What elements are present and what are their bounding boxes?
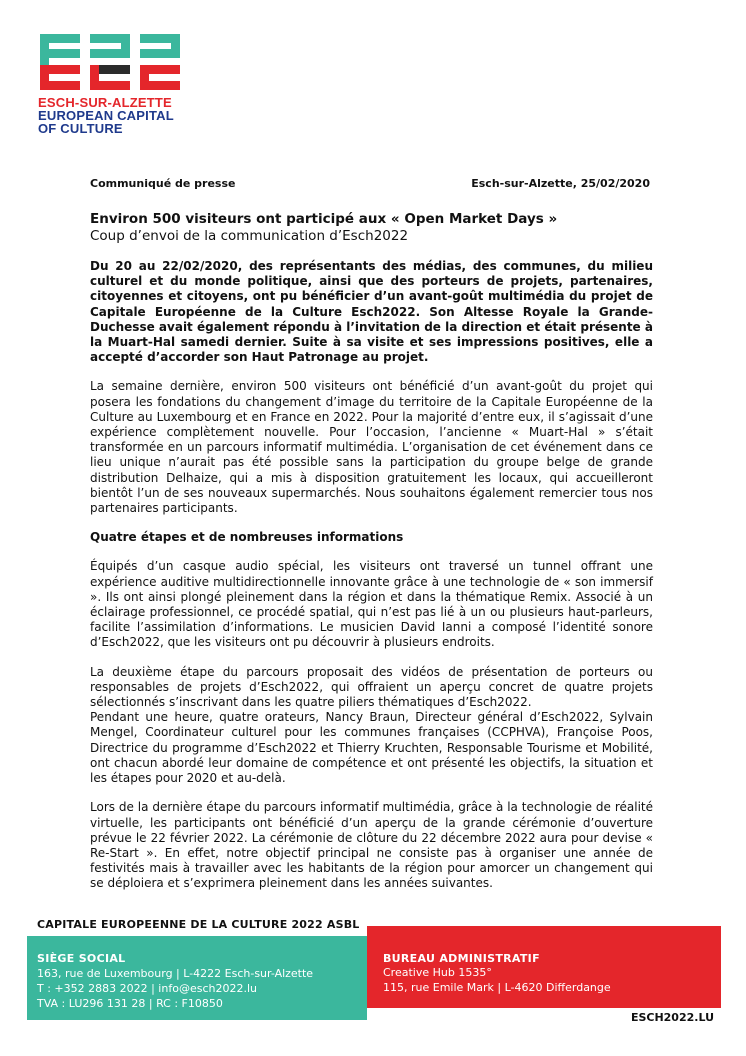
lead-paragraph: Du 20 au 22/02/2020, des représentants des médias, des communes, du milieu culturel et du monde politique, ainsi que des porteurs de projets, partenaires, citoyennes et citoyens, ont pu bénéficier d’un avant-goût multimédia du projet de Capitale Européenne de la Culture Esch2022. Son Altesse Royale la Grande-Duchesse avait également répondu à l’invitation de la direction et était présente à la Muart-Hal samedi dernier. Suite à sa visite et ses impressions positives, elle a accepté d’accorder son Haut Patronage au projet.: [90, 259, 653, 365]
paragraph-3: La deuxième étape du parcours proposait des vidéos de présentation de porteurs ou responsables de projets d’Esch2022, qui offraient un aperçu concret de quatre projets sélectionnés s’inscrivant dans les quatre piliers thématiques d’Esch2022.: [90, 664, 653, 710]
logo-line-2: EUROPEAN CAPITAL: [38, 108, 174, 123]
article-title: Environ 500 visiteurs ont participé aux « Open Market Days »: [90, 211, 558, 227]
bureau-title: BUREAU ADMINISTRATIF: [383, 952, 540, 965]
bureau-line-2: 115, rue Emile Mark | L-4620 Differdange: [383, 981, 611, 994]
paragraph-1: La semaine dernière, environ 500 visiteurs ont bénéficié d’un avant-goût du projet qui posera les fondations du changement d’image du territoire de la Capitale Européenne de la Culture au Luxembourg et en France en 2022. Pour la majorité d’entre eux, il s’agissait d’une expérience complètement nouvelle. Pour l’occasion, l’ancienne « Muart-Hal » s’était transformée en un parcours informatif multimédia. L’organisation de cet événement dans ce lieu unique n’aurait pas été possible sans la participation du groupe belge de grande distribution Delhaize, qui a mis à disposition gratuitement les locaux, qui accueilleront bientôt l’un de ses nouveaux supermarchés. Nous souhaitons également remercier tous nos partenaires participants.: [90, 379, 653, 516]
footer-org-name: CAPITALE EUROPEENNE DE LA CULTURE 2022 ASBL: [37, 918, 360, 931]
logo-line-3: OF CULTURE: [38, 121, 123, 136]
siege-box: [27, 936, 367, 1020]
e22-logo-mark: [38, 34, 183, 90]
siege-line-1: 163, rue de Luxembourg | L-4222 Esch-sur-Alzette: [37, 967, 314, 980]
bureau-box: [367, 926, 721, 1008]
esch2022-logo: [38, 34, 183, 135]
paragraph-4: Pendant une heure, quatre orateurs, Nancy Braun, Directeur général d’Esch2022, Sylvain Mengel, Coordinateur culturel pour les communes françaises (CCPHVA), Françoise Poos, Directrice du programme d’Esch2022 et Thierry Kruchten, Responsable Tourisme et Mobilité, ont chacun abordé leur domaine de compétence et ont présenté les objectifs, la situation et les étapes pour 2020 et au-delà.: [90, 710, 653, 786]
logo-line-1: ESCH-SUR-ALZETTE: [38, 95, 172, 110]
siege-line-2[interactable]: T : +352 2883 2022 | info@esch2022.lu: [37, 982, 257, 995]
paragraph-2: Équipés d’un casque audio spécial, les visiteurs ont traversé un tunnel offrant une expérience auditive multidirectionnelle innovante grâce à une technologie de « son immersif ». Ils ont ainsi plongé pleinement dans la région et dans la thématique Remix. Associé à un éclairage professionnel, ce procédé spatial, qui n’est pas lié à un ou plusieurs haut-parleurs, facilite l’assimilation d’informations. Le musicien David Ianni a composé l’identité sonore d’Esch2022, que les visiteurs ont pu découvrir à plusieurs endroits.: [90, 559, 653, 650]
section-title: Quatre étapes et de nombreuses informations: [90, 530, 404, 545]
press-release-label: Communiqué de presse: [90, 177, 236, 190]
siege-title: SIÈGE SOCIAL: [37, 952, 126, 965]
article-body: [90, 211, 653, 906]
paragraph-5: Lors de la dernière étape du parcours informatif multimédia, grâce à la technologie de réalité virtuelle, les participants ont bénéficié d’un aperçu de la grande cérémonie d’ouverture prévue le 22 février 2022. La cérémonie de clôture du 22 décembre 2022 aura pour devise « Re-Start ». En effet, notre objectif principal ne consiste pas à organiser une année de festivités mais à travailler avec les habitants de la région pour amorcer un changement qui se déploiera et s’exprimera pleinement dans les années suivantes.: [90, 800, 653, 891]
bureau-line-1: Creative Hub 1535°: [383, 966, 492, 979]
website-link[interactable]: ESCH2022.LU: [630, 1011, 714, 1024]
place-date: Esch-sur-Alzette, 25/02/2020: [471, 177, 650, 190]
siege-line-3: TVA : LU296 131 28 | RC : F10850: [37, 997, 223, 1010]
article-subtitle: Coup d’envoi de la communication d’Esch2022: [90, 228, 409, 244]
